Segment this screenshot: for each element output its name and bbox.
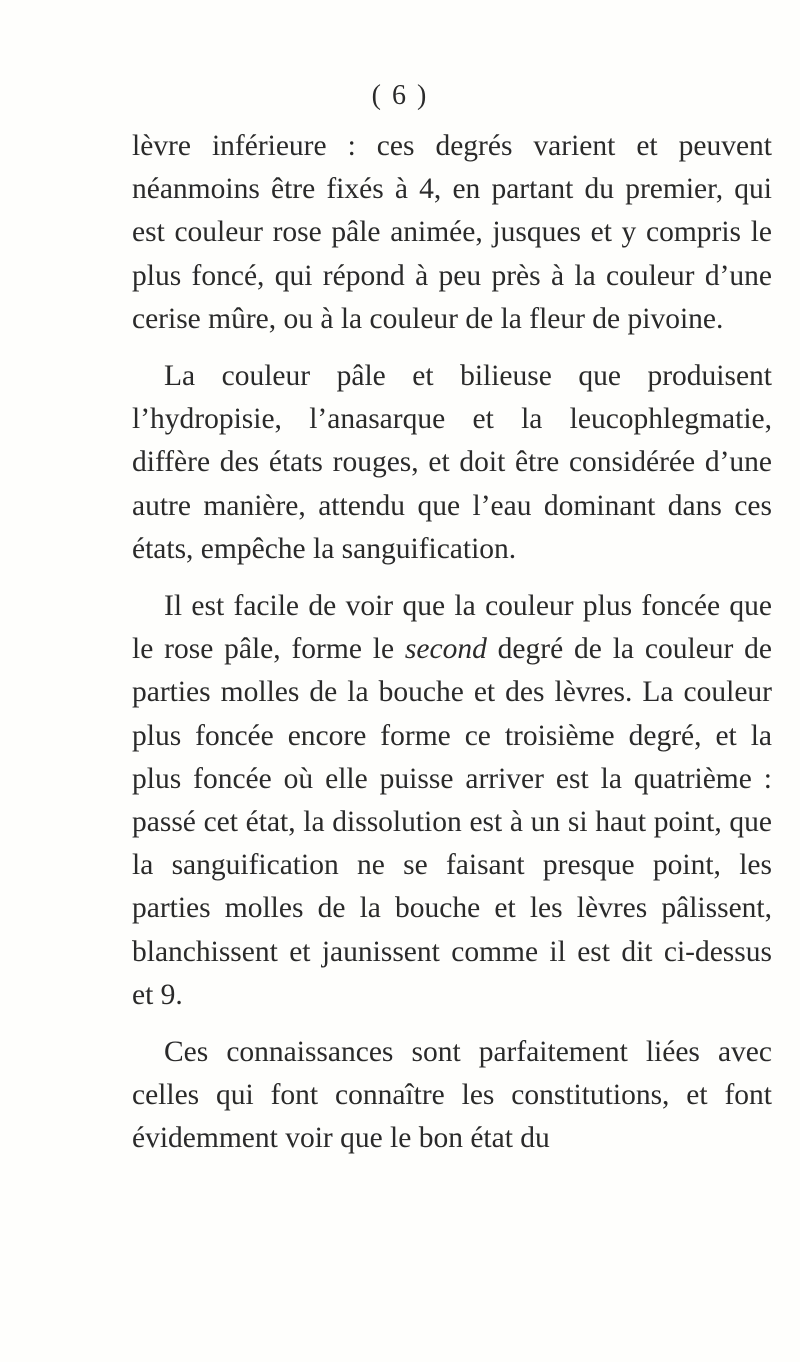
body-text: [132, 125, 772, 1175]
paragraph-4: Ces connaissances sont parfaitement liées avec celles qui font connaître les constitutions, et font évidemment voir que le bon état du: [132, 1036, 772, 1155]
paragraph-1: lèvre inférieure : ces degrés varient et peuvent néanmoins être fixés à 4, en partant du premier, qui est couleur rose pâle animée, jusques et y compris le plus foncé, qui répond à peu près à la couleur d’une cerise mûre, ou à la couleur de la fleur de pivoine.: [132, 130, 772, 335]
page-number: ( 6 ): [371, 80, 429, 111]
paragraph-3: [132, 585, 772, 1017]
paragraph-2: La couleur pâle et bilieuse que produisent l’hydropisie, l’anasarque et la leucophlegmatie, diffère des états rouges, et doit être considérée d’une autre manière, attendu que l’eau dominant dans ces états, empêche la sanguification.: [132, 360, 772, 565]
paragraph-3-end: degré de la couleur de parties molles de la bouche et des lèvres. La couleur plus foncée encore forme ce troisième degré, et la plus foncée où elle puisse arriver est la quatrième : passé cet état, la dissolution est à un si haut point, que la sanguification ne se faisant presque point, les parties molles de la bouche et les lèvres pâlissent, blanchissent et jaunissent comme il est dit ci-dessus et 9.: [132, 633, 772, 1011]
paragraph-3-italic-word: second: [404, 633, 487, 666]
paragraph-3-start: Il est facile de voir que la couleur plus foncée que le rose pâle, forme le: [132, 590, 772, 666]
